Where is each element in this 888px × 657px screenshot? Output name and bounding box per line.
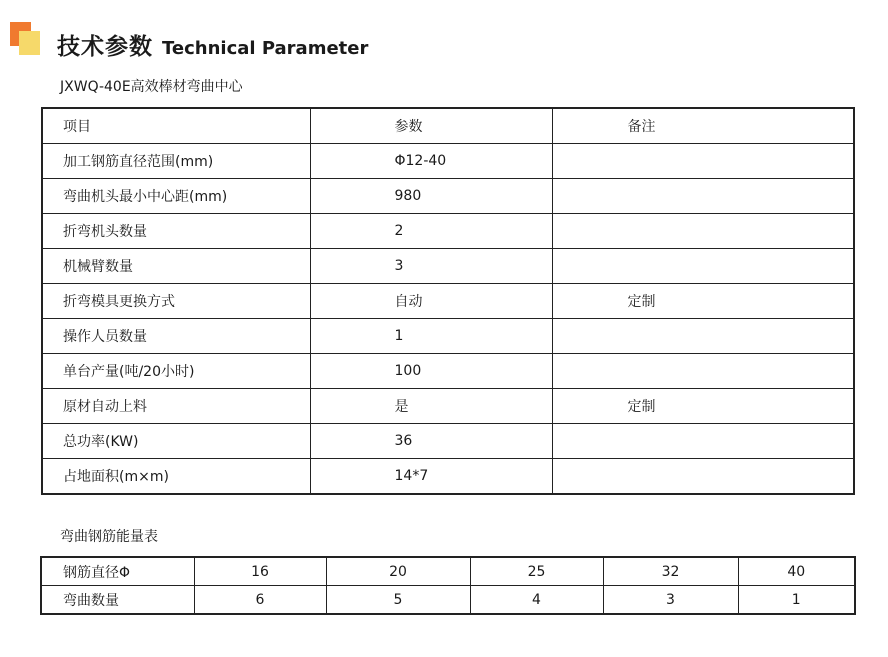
spec-item-value: 是 bbox=[310, 389, 552, 424]
spec-item-remark bbox=[552, 354, 854, 389]
product-model-subtitle: JXWQ-40E高效棒材弯曲中心 bbox=[60, 79, 243, 95]
header-remark: 备注 bbox=[552, 108, 854, 144]
table-row bbox=[42, 424, 854, 459]
spec-table bbox=[41, 107, 855, 495]
page-title-chinese: 技术参数 bbox=[57, 34, 153, 60]
spec-item-value: 自动 bbox=[310, 284, 552, 319]
table-row bbox=[42, 179, 854, 214]
spec-item-name: 操作人员数量 bbox=[42, 319, 310, 354]
count-value: 3 bbox=[603, 586, 738, 615]
spec-item-remark bbox=[552, 319, 854, 354]
spec-item-value: 100 bbox=[310, 354, 552, 389]
table-row bbox=[42, 354, 854, 389]
logo-mark bbox=[10, 22, 42, 56]
logo-yellow-square bbox=[19, 31, 40, 55]
spec-item-remark: 定制 bbox=[552, 284, 854, 319]
table-row bbox=[42, 214, 854, 249]
spec-table-header-row bbox=[42, 108, 854, 144]
spec-item-name: 折弯机头数量 bbox=[42, 214, 310, 249]
table-row bbox=[42, 389, 854, 424]
diameter-value: 40 bbox=[738, 557, 855, 586]
table-row bbox=[42, 459, 854, 495]
spec-item-value: 36 bbox=[310, 424, 552, 459]
diameter-value: 25 bbox=[470, 557, 603, 586]
spec-item-name: 原材自动上料 bbox=[42, 389, 310, 424]
spec-item-remark bbox=[552, 214, 854, 249]
spec-item-value: Φ12-40 bbox=[310, 144, 552, 179]
spec-item-value: 14*7 bbox=[310, 459, 552, 495]
spec-item-remark bbox=[552, 144, 854, 179]
bend-diameter-row bbox=[41, 557, 855, 586]
table-row bbox=[42, 319, 854, 354]
spec-item-remark: 定制 bbox=[552, 389, 854, 424]
bend-capacity-title: 弯曲钢筋能量表 bbox=[60, 529, 158, 545]
spec-item-remark bbox=[552, 249, 854, 284]
header-parameter: 参数 bbox=[310, 108, 552, 144]
count-value: 6 bbox=[194, 586, 326, 615]
count-row-label: 弯曲数量 bbox=[41, 586, 194, 615]
spec-item-name: 弯曲机头最小中心距(mm) bbox=[42, 179, 310, 214]
diameter-value: 32 bbox=[603, 557, 738, 586]
spec-item-value: 3 bbox=[310, 249, 552, 284]
spec-item-name: 加工钢筋直径范围(mm) bbox=[42, 144, 310, 179]
diameter-value: 20 bbox=[326, 557, 470, 586]
count-value: 1 bbox=[738, 586, 855, 615]
bend-capacity-table bbox=[40, 556, 856, 615]
spec-item-name: 折弯模具更换方式 bbox=[42, 284, 310, 319]
count-value: 4 bbox=[470, 586, 603, 615]
diameter-value: 16 bbox=[194, 557, 326, 586]
bend-count-row bbox=[41, 586, 855, 615]
diameter-row-label: 钢筋直径Φ bbox=[41, 557, 194, 586]
spec-item-name: 单台产量(吨/20小时) bbox=[42, 354, 310, 389]
header-item: 项目 bbox=[42, 108, 310, 144]
page-title bbox=[57, 28, 368, 58]
spec-item-value: 980 bbox=[310, 179, 552, 214]
table-row bbox=[42, 249, 854, 284]
spec-item-name: 占地面积(m×m) bbox=[42, 459, 310, 495]
table-row bbox=[42, 144, 854, 179]
spec-item-remark bbox=[552, 179, 854, 214]
spec-item-value: 2 bbox=[310, 214, 552, 249]
page-title-english: Technical Parameter bbox=[162, 38, 369, 59]
spec-item-value: 1 bbox=[310, 319, 552, 354]
count-value: 5 bbox=[326, 586, 470, 615]
spec-item-remark bbox=[552, 459, 854, 495]
spec-item-name: 机械臂数量 bbox=[42, 249, 310, 284]
spec-item-remark bbox=[552, 424, 854, 459]
table-row bbox=[42, 284, 854, 319]
spec-item-name: 总功率(KW) bbox=[42, 424, 310, 459]
